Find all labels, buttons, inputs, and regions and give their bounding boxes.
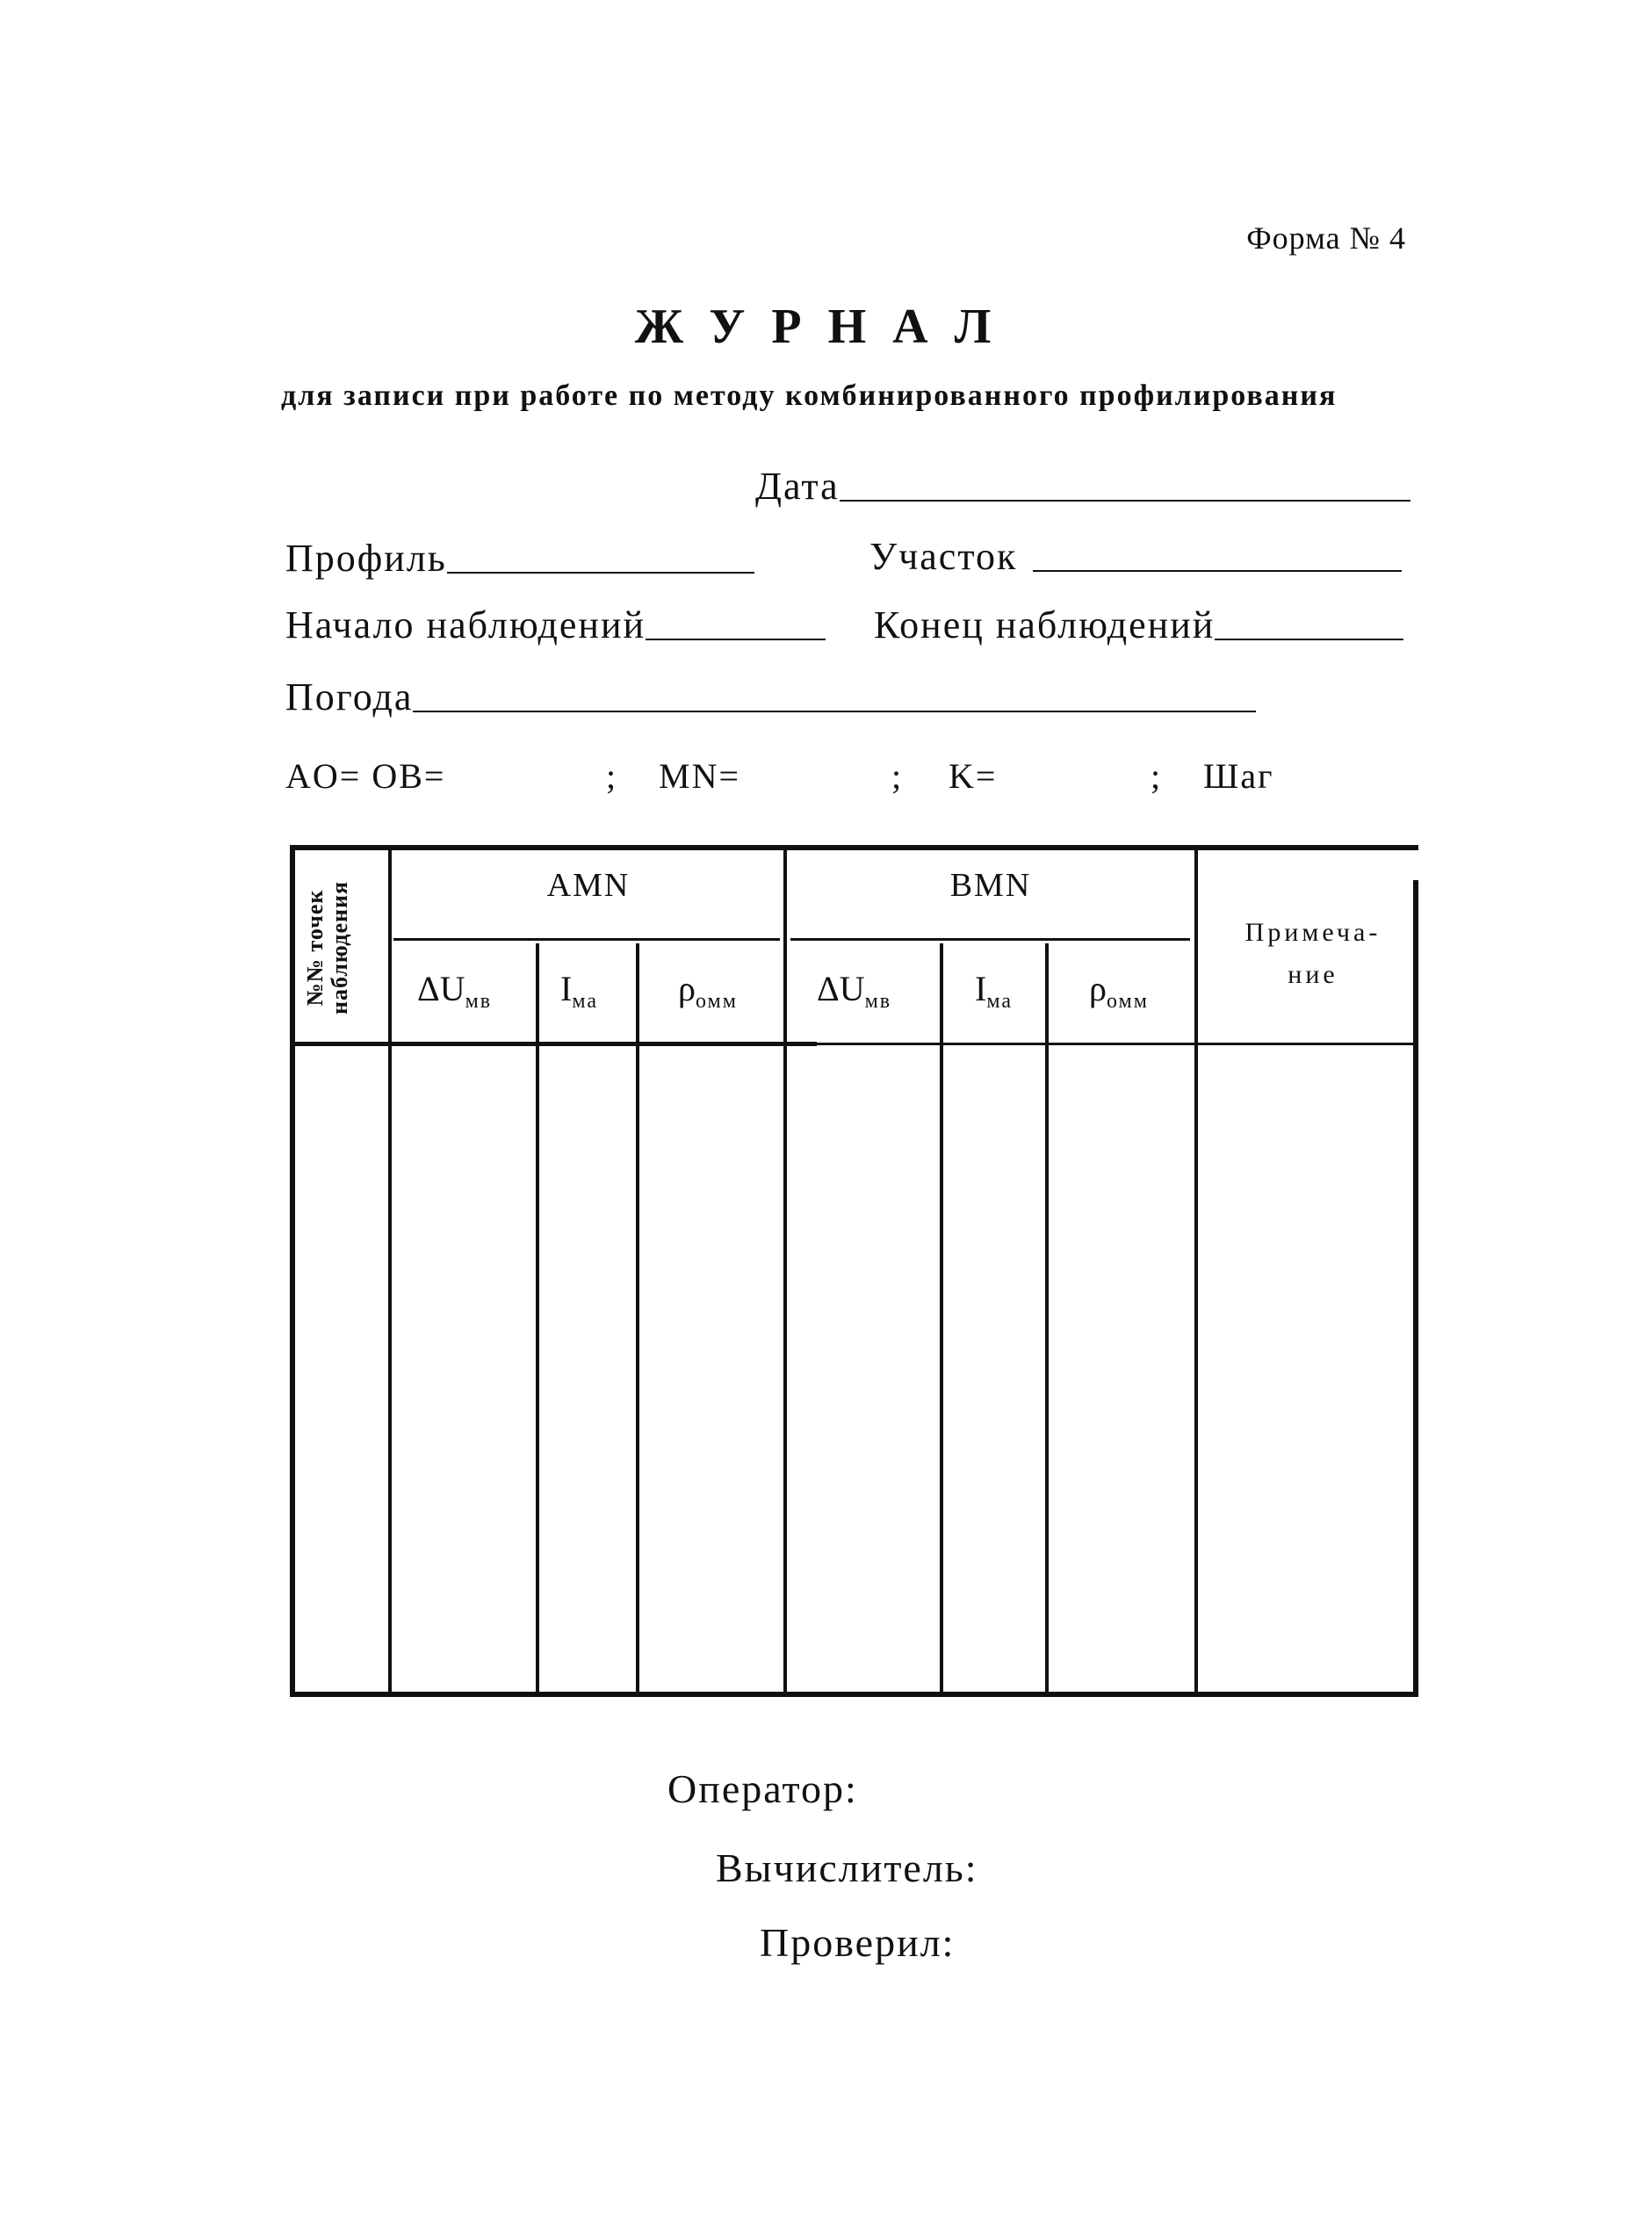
column-rule xyxy=(388,845,392,1697)
end-line xyxy=(1215,633,1403,640)
k-label: K= xyxy=(949,756,998,796)
column-rule xyxy=(1194,850,1198,1697)
delta-u-header: $\Delta U_{мв}$ xyxy=(417,969,493,1013)
profile-line xyxy=(447,567,754,574)
end-label: Конец наблюдений xyxy=(874,603,1216,646)
operator-signature: Оператор: xyxy=(667,1766,858,1811)
bmn-group-header: BMN xyxy=(949,867,1032,904)
section-label: Участок xyxy=(869,535,1018,578)
column-rule xyxy=(536,943,539,1697)
date-field xyxy=(755,464,1410,509)
bmn-sub-rule xyxy=(790,938,1190,941)
mn-label: MN= xyxy=(659,756,741,796)
amn-sub-rule xyxy=(393,938,780,941)
profile-label: Профиль xyxy=(285,537,447,580)
delta-u-header: $\Delta U_{мв}$ xyxy=(817,969,892,1013)
checked-signature: Проверил: xyxy=(760,1920,956,1965)
observation-table xyxy=(290,845,1418,1697)
section-field xyxy=(869,534,1402,579)
separator: ; xyxy=(606,756,618,796)
separator: ; xyxy=(1151,756,1163,796)
point-number-header: №№ точек наблюдения xyxy=(302,880,352,1015)
header-bottom-rule xyxy=(290,1042,817,1046)
step-label: Шаг xyxy=(1203,756,1274,796)
column-rule xyxy=(783,850,787,1697)
column-rule xyxy=(940,943,943,1697)
note-column-header: Примеча- ние xyxy=(1244,918,1381,989)
start-line xyxy=(646,633,826,640)
table-top-border xyxy=(290,845,1418,850)
form-number: Форма № 4 xyxy=(1246,220,1406,256)
profile-field xyxy=(285,536,754,581)
resistivity-header: $\rho_{омм}$ xyxy=(1089,969,1149,1013)
start-field xyxy=(285,603,826,647)
separator: ; xyxy=(891,756,904,796)
section-line xyxy=(1033,565,1402,572)
date-line xyxy=(840,495,1410,502)
weather-line xyxy=(413,705,1256,712)
amn-group-header: AMN xyxy=(546,867,631,904)
table-left-border xyxy=(290,845,295,1697)
current-header: $I_{ма}$ xyxy=(560,969,599,1013)
resistivity-header: $\rho_{омм}$ xyxy=(678,969,738,1013)
start-label: Начало наблюдений xyxy=(285,603,646,646)
header-bottom-rule xyxy=(817,1043,1418,1045)
end-field xyxy=(874,603,1403,647)
ao-ob-label: AO= OB= xyxy=(285,756,446,796)
date-label: Дата xyxy=(755,465,840,508)
weather-field xyxy=(285,675,1256,719)
table-bottom-border xyxy=(290,1692,1418,1697)
calculator-signature: Вычислитель: xyxy=(716,1845,978,1890)
column-rule xyxy=(1045,943,1049,1697)
document-subtitle: для записи при работе по методу комбинированного профилирования xyxy=(281,379,1338,412)
column-rule xyxy=(636,943,639,1697)
weather-label: Погода xyxy=(285,675,414,718)
document-title: ЖУРНАЛ xyxy=(634,300,1018,354)
current-header: $I_{ма}$ xyxy=(975,969,1014,1013)
parameters-row xyxy=(285,755,1427,808)
table-right-border xyxy=(1413,880,1418,1697)
